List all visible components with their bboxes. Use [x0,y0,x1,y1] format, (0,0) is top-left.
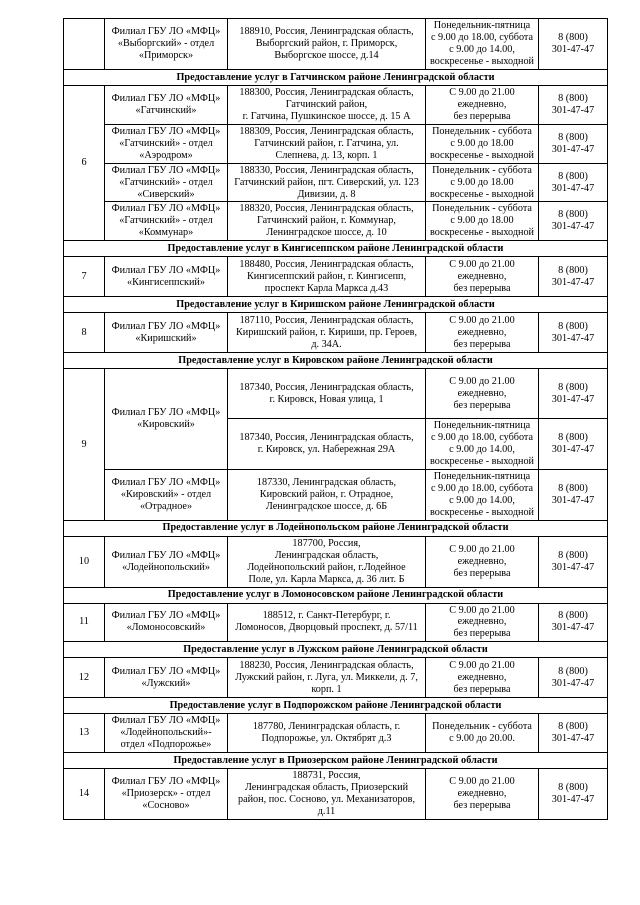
phone-cell-line: 8 (800) [558,264,588,276]
hours-cell-line: С 9.00 до 21.00 [449,258,515,270]
phone-cell [539,163,608,202]
phone-cell [539,202,608,241]
hours-cell-line: без перерыва [453,399,511,411]
office-name-cell-line: Филиал ГБУ ЛО «МФЦ» [111,476,221,488]
phone-cell-line: 8 (800) [558,665,588,677]
hours-cell-line: С 9.00 до 21.00 [449,776,515,788]
address-cell [228,470,426,521]
hours-cell-line: без перерыва [453,110,511,122]
address-cell-line: Подпорожье, ул. Октябрят д.3 [261,733,392,745]
address-cell-line: 187330, Ленинградская область, [256,476,397,488]
address-cell-line: 188309, Россия, Ленинградская область, [239,125,414,137]
office-name-cell [105,658,228,698]
office-name-cell [105,369,228,470]
address-cell-line: Кировский район, г. Отрадное, [259,488,394,500]
phone-cell [539,714,608,753]
address-cell-line: Лодейнопольский район, г.Лодейное [247,561,406,573]
address-cell [228,769,426,820]
office-name-cell [105,536,228,587]
address-cell-line: 188512, г. Санкт-Петербург, г. [262,610,391,622]
address-cell-line: Гатчинский район, пгт. Сиверский, ул. 123 [234,176,419,188]
hours-cell-line: воскресенье - выходной [429,456,535,468]
phone-cell-line: 301-47-47 [551,44,595,55]
address-cell [228,536,426,587]
hours-cell-line: с 9.00 до 20.00. [449,733,515,745]
address-cell-line: 188300, Россия, Ленинградская область, [239,87,414,98]
address-cell [228,86,426,125]
phone-cell-line: 8 (800) [558,92,588,104]
office-name-cell-line: Филиал ГБУ ЛО «МФЦ» [111,92,221,104]
hours-cell-line: ежедневно, [457,326,507,338]
address-cell-line: Ленинградская область, Приозерский [244,782,409,794]
phone-cell [539,536,608,587]
hours-cell-line: воскресенье - выходной [429,188,535,200]
address-cell [228,658,426,698]
table-row [64,714,608,753]
section-title: Предоставление услуг в Подпорожском районе Ленинградской области [64,698,608,714]
hours-cell-line: С 9.00 до 21.00 [449,543,515,555]
section-header-row [64,297,608,313]
phone-cell [539,313,608,353]
phone-cell-line: 8 (800) [558,209,588,221]
phone-cell-line: 8 (800) [558,782,588,794]
address-cell-line: Кингисеппский район, г. Кингисепп, [246,270,407,282]
hours-cell-line: Понедельник-пятница [433,420,531,432]
section-title: Предоставление услуг в Ломоносовском районе Ленинградской области [64,587,608,603]
hours-cell-line: без перерыва [453,628,511,640]
hours-cell-line: с 9.00 до 18.00, суббота [430,32,534,44]
hours-cell-line: Понедельник - суббота [432,721,532,733]
table-body [64,19,608,820]
table-row [64,603,608,642]
phone-cell-line: 8 (800) [558,131,588,143]
address-cell-line: 188910, Россия, Ленинградская область, [239,26,414,38]
office-name-cell [105,470,228,521]
section-header-row [64,587,608,603]
document-page [63,18,607,820]
hours-cell-line: с 9.00 до 18.00 [450,137,514,149]
office-name-cell-line: Филиал ГБУ ЛО «МФЦ» [111,407,221,419]
hours-cell-line: без перерыва [453,338,511,350]
phone-cell-line: 8 (800) [558,320,588,332]
phone-cell-line: 301-47-47 [551,221,595,233]
address-cell-line: Ленинградское шоссе, д. 6Б [265,500,388,512]
hours-cell [426,86,539,125]
address-cell-line: Выборгское шоссе, д.14 [274,49,379,61]
table-row [64,470,608,521]
phone-cell-line: 301-47-47 [551,494,595,506]
phone-cell-line: 8 (800) [558,381,588,393]
address-cell-line: д.11 [317,805,336,817]
office-name-cell-line: Филиал ГБУ ЛО «МФЦ» [111,320,221,332]
section-title: Предоставление услуг в Гатчинском районе Ленинградской области [64,70,608,86]
address-cell [228,714,426,753]
office-name-cell [105,257,228,297]
section-title: Предоставление услуг в Лодейнопольском районе Ленинградской области [64,520,608,536]
phone-cell-line: 8 (800) [558,32,588,44]
row-number: 12 [64,658,105,698]
office-name-cell-line: «Приморск» [138,49,194,61]
address-cell-line: Ленинградское шоссе, д. 10 [266,227,387,239]
hours-cell [426,257,539,297]
address-cell-line: 187700, Россия, [292,537,361,549]
phone-cell [539,369,608,419]
address-cell-line: Ленинградская область, [274,549,379,561]
office-name-cell-line: Филиал ГБУ ЛО «МФЦ» [111,125,221,137]
address-cell-line: Слепнева, д. 13, корп. 1 [275,149,378,161]
address-cell-line: Дивизии, д. 8 [297,188,356,200]
hours-cell [426,313,539,353]
hours-cell [426,163,539,202]
hours-cell-line: с 9.00 до 14.00, [449,44,515,55]
address-cell-line: проспект Карла Маркса д.43 [264,282,389,294]
phone-cell [539,603,608,642]
table-row [64,163,608,202]
office-name-cell-line: Филиал ГБУ ЛО «МФЦ» [111,776,221,788]
address-cell-line: Лужский район, г. Луга, ул. Миккели, д. 7, [235,671,418,683]
phone-cell-line: 301-47-47 [551,622,595,634]
table-row [64,536,608,587]
phone-cell-line: 301-47-47 [551,393,595,405]
office-name-cell-line: Филиал ГБУ ЛО «МФЦ» [111,264,221,276]
phone-cell-line: 301-47-47 [551,104,595,116]
phone-cell [539,19,608,70]
section-title: Предоставление услуг в Кировском районе Ленинградской области [64,353,608,369]
phone-cell-line: 301-47-47 [551,794,595,805]
row-number: 11 [64,603,105,642]
hours-cell-line: воскресенье - выходной [429,506,535,518]
office-name-cell-line: «Выборгский» - отдел [117,38,215,50]
section-header-row [64,642,608,658]
section-header-row [64,353,608,369]
address-cell-line: Киришский район, г. Кириши, пр. Героев, [235,326,418,338]
address-cell-line: Гатчинский район, [285,98,368,110]
office-name-cell-line: «Отрадное» [139,500,193,512]
hours-cell-line: Понедельник - суббота [432,164,532,176]
hours-cell-line: воскресенье - выходной [429,55,535,67]
office-name-cell-line: «Гатчинский» - отдел [119,176,213,188]
hours-cell-line: ежедневно, [457,387,507,399]
office-name-cell-line: «Сиверский» [137,188,195,200]
table-row [64,313,608,353]
office-name-cell-line: «Кировский» - отдел [120,488,212,500]
phone-cell [539,86,608,125]
phone-cell-line: 301-47-47 [551,143,595,155]
office-name-cell [105,86,228,125]
address-cell-line: 188480, Россия, Ленинградская область, [239,258,414,270]
phone-cell-line: 301-47-47 [551,677,595,689]
hours-cell [426,714,539,753]
office-name-cell-line: Филиал ГБУ ЛО «МФЦ» [111,610,221,622]
hours-cell-line: С 9.00 до 21.00 [449,659,515,671]
hours-cell-line: без перерыва [453,567,511,579]
address-cell [228,603,426,642]
section-title: Предоставление услуг в Кингисеппском районе Ленинградской области [64,241,608,257]
office-name-cell-line: Филиал ГБУ ЛО «МФЦ» [111,665,221,677]
phone-cell-line: 301-47-47 [551,733,595,745]
table-row [64,202,608,241]
phone-cell-line: 301-47-47 [551,276,595,288]
phone-cell-line: 8 (800) [558,170,588,182]
section-title: Предоставление услуг в Киришском районе Ленинградской области [64,297,608,313]
office-name-cell-line: «Гатчинский» - отдел [119,137,213,149]
section-header-row [64,698,608,714]
address-cell [228,124,426,163]
table-row [64,658,608,698]
address-cell-line: 187340, Россия, Ленинградская область, [239,432,414,444]
office-name-cell-line: «Гатчинский» [135,104,197,116]
hours-cell-line: воскресенье - выходной [429,227,535,239]
office-name-cell-line: «Гатчинский» - отдел [119,215,213,227]
office-name-cell-line: «Лодейнопольский»- [120,727,212,739]
office-name-cell-line: «Лужский» [141,677,191,689]
hours-cell-line: ежедневно, [457,270,507,282]
office-name-cell-line: Филиал ГБУ ЛО «МФЦ» [111,715,221,727]
address-cell-line: 188230, Россия, Ленинградская область, [239,659,414,671]
hours-cell-line: Понедельник-пятница [433,20,531,32]
hours-cell-line: воскресенье - выходной [429,149,535,161]
section-header-row [64,70,608,86]
phone-cell [539,769,608,820]
hours-cell-line: ежедневно, [457,98,507,110]
row-number: 13 [64,714,105,753]
address-cell [228,202,426,241]
office-name-cell-line: «Коммунар» [138,227,194,239]
address-cell [228,163,426,202]
office-name-cell-line: «Аэродром» [139,149,193,161]
address-cell [228,19,426,70]
hours-cell-line: без перерыва [453,683,511,695]
hours-cell-line: С 9.00 до 21.00 [449,87,515,98]
office-name-cell-line: «Сосново» [142,799,190,811]
hours-cell-line: Понедельник-пятница [433,471,531,482]
hours-cell-line: Понедельник - суббота [432,203,532,215]
hours-cell-line: с 9.00 до 18.00 [450,176,514,188]
office-name-cell-line: Филиал ГБУ ЛО «МФЦ» [111,26,221,38]
office-name-cell [105,202,228,241]
phone-cell-line: 301-47-47 [551,182,595,194]
phone-cell-line: 8 (800) [558,549,588,561]
section-header-row [64,520,608,536]
phone-cell-line: 301-47-47 [551,561,595,573]
phone-cell [539,257,608,297]
table-row [64,124,608,163]
address-cell-line: 188320, Россия, Ленинградская область, [239,203,414,215]
address-cell-line: г. Кировск, ул. Набережная 29А [257,444,396,456]
phone-cell [539,470,608,521]
table-row [64,369,608,419]
number-cell [64,19,105,70]
phone-cell-line: 8 (800) [558,482,588,494]
office-name-cell-line: «Ломоносовский» [126,622,206,634]
address-cell-line: д. 34А. [311,338,342,350]
address-cell [228,419,426,470]
table-row [64,257,608,297]
hours-cell [426,202,539,241]
hours-cell-line: С 9.00 до 21.00 [449,314,515,326]
section-header-row [64,753,608,769]
address-cell-line: Выборгский район, г. Приморск, [255,38,398,50]
table-row [64,19,608,70]
office-name-cell [105,769,228,820]
phone-cell-line: 8 (800) [558,432,588,444]
hours-cell [426,536,539,587]
office-name-cell [105,313,228,353]
office-name-cell-line: Филиал ГБУ ЛО «МФЦ» [111,164,221,176]
address-cell [228,257,426,297]
hours-cell-line: с 9.00 до 14.00, [449,444,515,456]
hours-cell-line: Понедельник - суббота [432,125,532,137]
address-cell-line: 187110, Россия, Ленинградская область, [239,314,414,326]
address-cell-line: 187340, Россия, Ленинградская область, [239,381,414,393]
phone-cell-line: 8 (800) [558,721,588,733]
row-number: 8 [64,313,105,353]
hours-cell-line: с 9.00 до 14.00, [449,494,515,506]
address-cell [228,369,426,419]
address-cell-line: Гатчинский район, г. Коммунар, [257,215,396,227]
address-cell-line: район, пос. Сосново, ул. Механизаторов, [237,794,416,805]
office-name-cell [105,714,228,753]
hours-cell-line: ежедневно, [457,788,507,800]
phone-cell [539,658,608,698]
address-cell-line: г. Гатчина, Пушкинское шоссе, д. 15 А [242,110,411,122]
hours-cell [426,19,539,70]
section-header-row [64,241,608,257]
office-name-cell [105,19,228,70]
section-title: Предоставление услуг в Приозерском районе Ленинградской области [64,753,608,769]
address-cell-line: корп. 1 [311,683,342,695]
hours-cell-line: ежедневно, [457,671,507,683]
hours-cell-line: С 9.00 до 21.00 [449,604,515,616]
address-cell [228,313,426,353]
hours-cell [426,470,539,521]
address-cell-line: Гатчинский район, г. Гатчина, ул. [254,137,399,149]
hours-cell-line: с 9.00 до 18.00, суббота [430,432,534,444]
office-name-cell-line: отдел «Подпорожье» [120,739,212,751]
row-number: 7 [64,257,105,297]
address-cell-line: Ломоносов, Дворцовый проспект, д. 57/11 [235,622,418,634]
hours-cell-line: ежедневно, [457,616,507,628]
hours-cell [426,603,539,642]
phone-cell [539,124,608,163]
row-number: 6 [64,86,105,241]
hours-cell-line: ежедневно, [457,555,507,567]
office-name-cell-line: «Кингисеппский» [127,276,205,288]
address-cell-line: Поле, ул. Карла Маркса, д. 36 лит. Б [248,573,405,585]
office-name-cell [105,603,228,642]
office-name-cell-line: Филиал ГБУ ЛО «МФЦ» [111,549,221,561]
office-name-cell [105,163,228,202]
hours-cell-line: с 9.00 до 18.00, суббота [430,482,534,494]
mfc-offices-table [63,18,608,820]
phone-cell-line: 301-47-47 [551,332,595,344]
row-number: 14 [64,769,105,820]
office-name-cell-line: Филиал ГБУ ЛО «МФЦ» [111,203,221,215]
office-name-cell-line: «Лодейнопольский» [122,561,210,573]
hours-cell-line: с 9.00 до 18.00 [450,215,514,227]
phone-cell-line: 8 (800) [558,610,588,622]
address-cell-line: 188330, Россия, Ленинградская область, [239,164,414,176]
hours-cell-line: без перерыва [453,799,511,811]
address-cell-line: 188731, Россия, [292,770,361,782]
table-row [64,86,608,125]
hours-cell [426,369,539,419]
hours-cell-line: без перерыва [453,282,511,294]
section-title: Предоставление услуг в Лужском районе Ленинградской области [64,642,608,658]
hours-cell [426,769,539,820]
row-number: 10 [64,536,105,587]
office-name-cell [105,124,228,163]
phone-cell-line: 301-47-47 [551,444,595,456]
office-name-cell-line: «Приозерск» - отдел [121,788,211,800]
address-cell-line: 187780, Ленинградская область, г. [252,721,401,733]
hours-cell [426,658,539,698]
table-row [64,769,608,820]
office-name-cell-line: «Кировский» [137,419,195,431]
hours-cell-line: С 9.00 до 21.00 [449,375,515,387]
address-cell-line: г. Кировск, Новая улица, 1 [269,393,384,405]
office-name-cell-line: «Киришский» [135,332,197,344]
row-number: 9 [64,369,105,521]
hours-cell [426,419,539,470]
hours-cell [426,124,539,163]
phone-cell [539,419,608,470]
